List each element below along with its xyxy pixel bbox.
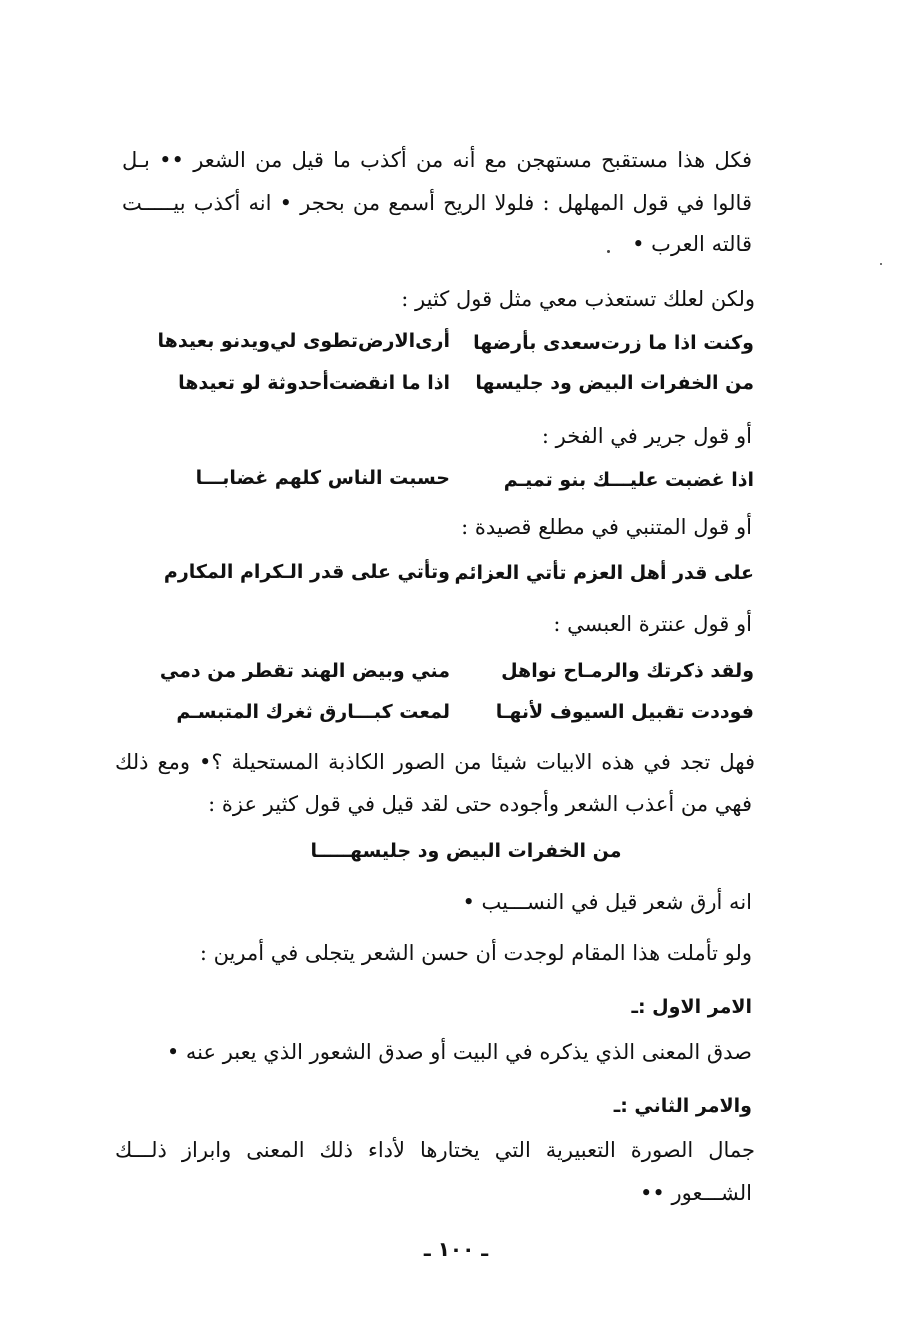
jarir-verse-sadr: اذا غضبت عليـــك بنو تميـم — [503, 469, 754, 491]
print-speck — [880, 263, 882, 265]
second-point-body-line-1: جمال الصورة التعبيرية التي يختارها لأداء ذلك المعنى وابراز ذلـــك — [115, 1138, 755, 1162]
intro-jarir: أو قول جرير في الفخر : — [541, 424, 752, 448]
mutanabbi-verse-sadr: على قدر أهل العزم تأتي العزائم — [454, 562, 754, 584]
first-point-body: صدق المعنى الذي يذكره في البيت أو صدق الشعور الذي يعبر عنه • — [166, 1040, 752, 1064]
kuthayyir-verse-1-ajuz: أرى‌الارض‌تطوى لي‌ويدنو بعيدها — [157, 330, 450, 352]
comment-nasib: انه أرق شعر قيل في النســـيب • — [462, 890, 752, 914]
mutanabbi-verse-ajuz: وتأتي على قدر الـكرام المكارم — [163, 561, 450, 583]
antara-verse-2-ajuz: لمعت كبـــارق ثغرك المتبسـم — [176, 701, 450, 723]
second-point-heading: والامر الثاني :ـ — [613, 1095, 752, 1117]
print-speck — [607, 250, 610, 253]
first-point-heading: الامر الاول :ـ — [631, 996, 752, 1018]
intro-mutanabbi: أو قول المتنبي في مطلع قصيدة : — [461, 515, 752, 539]
paragraph-1-line-2: قالوا في قول المهلهل : فلولا الريح أسمع من بحجر • انه أكذب بيـــــت — [122, 191, 752, 215]
kuthayyir-verse-2-sadr: من الخفرات البيض ود جليسها — [475, 372, 754, 394]
antara-verse-1-sadr: ولقد ذكرتك والرمـاح نواهل — [501, 660, 754, 682]
paragraph-1-line-3: قالته العرب • — [632, 232, 752, 256]
kuthayyir-verse-2-ajuz: اذا ما انقضت‌أحدوثة لو تعيدها — [178, 372, 450, 394]
kuthayyir-verse-1-sadr: وكنت اذا ما زرت‌سعدى بأرضها — [473, 332, 754, 354]
antara-verse-1-ajuz: مني وبيض الهند تقطر من دمي — [159, 660, 450, 682]
paragraph-3: ولو تأملت هذا المقام لوجدت أن حسن الشعر يتجلى في أمرين : — [199, 941, 752, 965]
quoted-hemistich: من الخفرات البيض ود جليسهـــــا — [310, 840, 622, 862]
antara-verse-2-sadr: فوددت تقبيل السيوف لأنهـا — [495, 701, 754, 723]
intro-kuthayyir: ولكن لعلك تستعذب معي مثل قول كثير : — [401, 287, 755, 311]
page-number: ـ ١٠٠ ـ — [423, 1237, 489, 1261]
paragraph-2-line-2: فهي من أعذب الشعر وأجوده حتى لقد قيل في قول كثير عزة : — [208, 792, 752, 816]
paragraph-1-line-1: فكل هذا مستقبح مستهجن مع أنه من أكذب ما قيل من الشعر •• بـل — [122, 148, 752, 172]
jarir-verse-ajuz: حسبت الناس كلهم غضابـــا — [195, 467, 450, 489]
intro-antara: أو قول عنترة العبسي : — [553, 612, 752, 636]
second-point-body-line-2: الشـــعور •• — [640, 1181, 752, 1205]
paragraph-2-line-1: فهل تجد في هذه الابيات شيئا من الصور الكاذبة المستحيلة ؟• ومع ذلك — [115, 750, 755, 774]
